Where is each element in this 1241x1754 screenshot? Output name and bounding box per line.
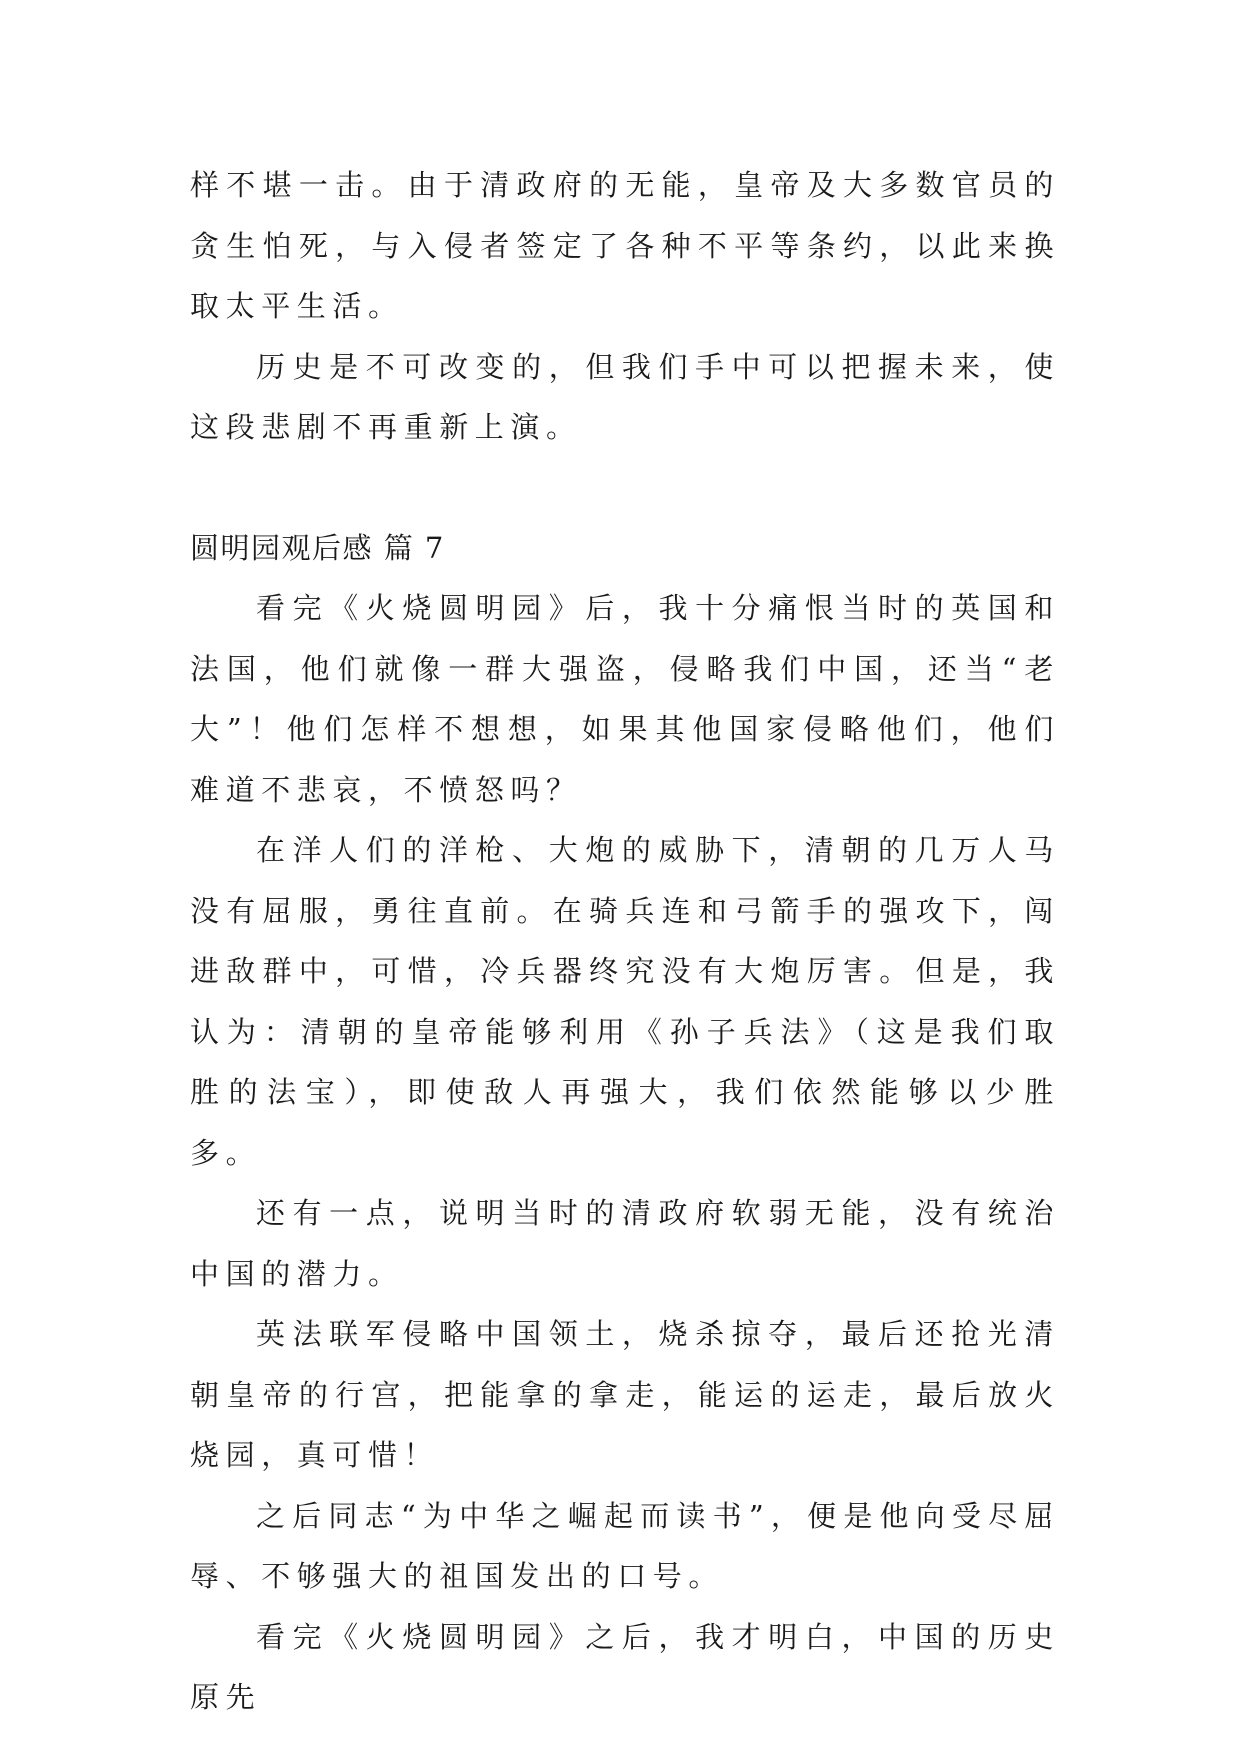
body-paragraph-4: 英法联军侵略中国领土，烧杀掠夺，最后还抢光清朝皇帝的行宫，把能拿的拿走，能运的运走，最后放火烧园，真可惜！	[190, 1317, 1060, 1472]
carry-over-paragraph: 样不堪一击。由于清政府的无能，皇帝及大多数官员的贪生怕死，与入侵者签定了各种不平等条约，以此来换取太平生活。	[190, 168, 1060, 323]
document-page	[190, 155, 1060, 1728]
closing-paragraph: 历史是不可改变的，但我们手中可以把握未来，使这段悲剧不再重新上演。	[190, 349, 1060, 444]
body-paragraph-2: 在洋人们的洋枪、大炮的威胁下，清朝的几万人马没有屈服，勇往直前。在骑兵连和弓箭手的强攻下，闯进敌群中，可惜，冷兵器终究没有大炮厉害。但是，我认为：清朝的皇帝能够利用《孙子兵法》（这是我们取胜的法宝），即使敌人再强大，我们依然能够以少胜多。	[190, 833, 1060, 1170]
section-gap	[190, 458, 1060, 518]
body-paragraph-1: 看完《火烧圆明园》后，我十分痛恨当时的英国和法国，他们就像一群大强盗，侵略我们中国，还当“老大”！他们怎样不想想，如果其他国家侵略他们，他们难道不悲哀，不愤怒吗？	[190, 591, 1060, 807]
body-paragraph-5: 之后同志“为中华之崛起而读书”，便是他向受尽屈辱、不够强大的祖国发出的口号。	[190, 1498, 1060, 1593]
section-title: 圆明园观后感 篇 7	[190, 530, 445, 565]
body-paragraph-3: 还有一点，说明当时的清政府软弱无能，没有统治中国的潜力。	[190, 1196, 1060, 1291]
body-paragraph-6: 看完《火烧圆明园》之后，我才明白，中国的历史原先	[190, 1619, 1060, 1714]
